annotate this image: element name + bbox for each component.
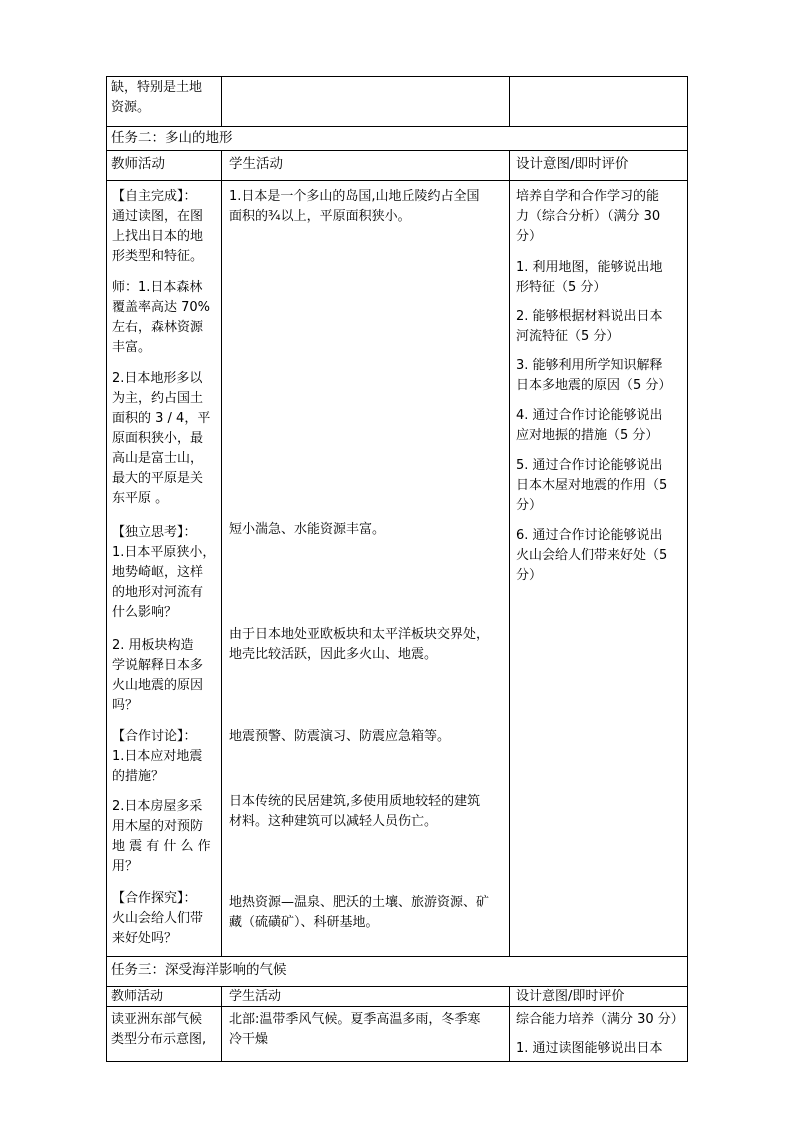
task3-header-student: 学生活动 [229,989,282,1004]
table-rule [106,76,688,77]
task2-student-item: 日本传统的民居建筑,多使用质地较轻的建筑 材料。这种建筑可以减轻人员伤亡。 [229,794,481,829]
task2-student-item: 地热资源—温泉、肥沃的土壤、旅游资源、矿 藏（硫磺矿）、科研基地。 [229,895,490,930]
task3-title: 任务三：深受海洋影响的气候 [111,962,287,978]
task2-design-item: 5. 通过合作讨论能够说出 日本木屋对地震的作用（5 分） [516,458,668,513]
table-rule [509,986,510,1062]
table-rule [509,150,510,957]
task2-teacher-item: 师：1.日本森林 覆盖率高达 70% 左右，森林资源 丰富。 [112,280,211,355]
table-rule [221,986,222,1062]
table-rule [221,76,222,127]
task2-teacher-item: 2. 用板块构造 学说解释日本多 火山地震的原因 吗？ [112,638,204,713]
task3-teacher-cell: 读亚洲东部气候 类型分布示意图, [111,1012,207,1047]
table-rule [221,150,222,957]
table-rule [106,76,107,1062]
task2-teacher-item: 【自主完成】： 通过读图，在图 上找出日本的地 形类型和特征。 [112,189,204,264]
task2-teacher-item: 【合作探究】： 火山会给人们带 来好处吗？ [112,891,204,946]
task2-design-item: 3. 能够利用所学知识解释 日本多地震的原因（5 分） [516,358,672,393]
task3-design-cell: 综合能力培养（满分 30 分） [516,1012,684,1027]
task2-design-item: 培养自学和合作学习的能 力（综合分析）（满分 30 分） [516,189,661,244]
task3-student-cell: 北部:温带季风气候。夏季高温多雨，冬季寒 冷干燥 [229,1012,481,1047]
task2-student-item: 短小湍急、水能资源丰富。 [229,522,386,537]
task2-header-student: 学生活动 [229,156,283,172]
table-rule [106,150,688,151]
table-rule [106,180,688,181]
task2-design-item: 6. 通过合作讨论能够说出 火山会给人们带来好处（5 分） [516,528,668,583]
task3-design-item: 1. 通过读图能够说出日本 [516,1041,663,1056]
task2-student-item: 地震预警、防震演习、防震应急箱等。 [229,729,451,744]
table-rule [509,76,510,127]
task2-student-item: 由于日本地处亚欧板块和太平洋板块交界处， 地壳比较活跃，因此多火山、地震。 [229,627,490,662]
table-rule [687,76,688,1062]
task2-teacher-item: 2.日本房屋多采 用木屋的对预防 地 震 有 什 么 作 用？ [112,799,211,874]
task2-title: 任务二：多山的地形 [111,130,233,146]
task2-teacher-item: 2.日本地形多以 为主，约占国土 面积的 3 / 4，平 原面积狭小，最 高山是富士山， 最大的平原是关 东平原 。 [112,371,211,506]
task2-header-design: 设计意图/即时评价 [516,156,629,172]
task2-design-item: 2. 能够根据材料说出日本 河流特征（5 分） [516,309,663,344]
task2-design-item: 1. 利用地图，能够说出地 形特征（5 分） [516,260,663,295]
task2-teacher-item: 【独立思考】： 1.日本平原狭小， 地势崎岖，这样 的地形对河流有 什么影响？ [112,525,216,620]
table-rule [106,1061,688,1062]
row0-teacher-cell: 缺，特别是土地 资源。 [111,80,203,115]
task2-teacher-item: 【合作讨论】： 1.日本应对地震 的措施？ [112,729,203,784]
task2-design-item: 4. 通过合作讨论能够说出 应对地振的措施（5 分） [516,408,663,443]
table-rule [106,956,688,957]
task2-header-teacher: 教师活动 [111,156,165,172]
task3-header-teacher: 教师活动 [111,989,164,1004]
task2-student-item: 1.日本是一个多山的岛国,山地丘陵约占全国 面积的¾以上，平原面积狭小。 [229,189,480,224]
task3-header-design: 设计意图/即时评价 [516,989,625,1004]
